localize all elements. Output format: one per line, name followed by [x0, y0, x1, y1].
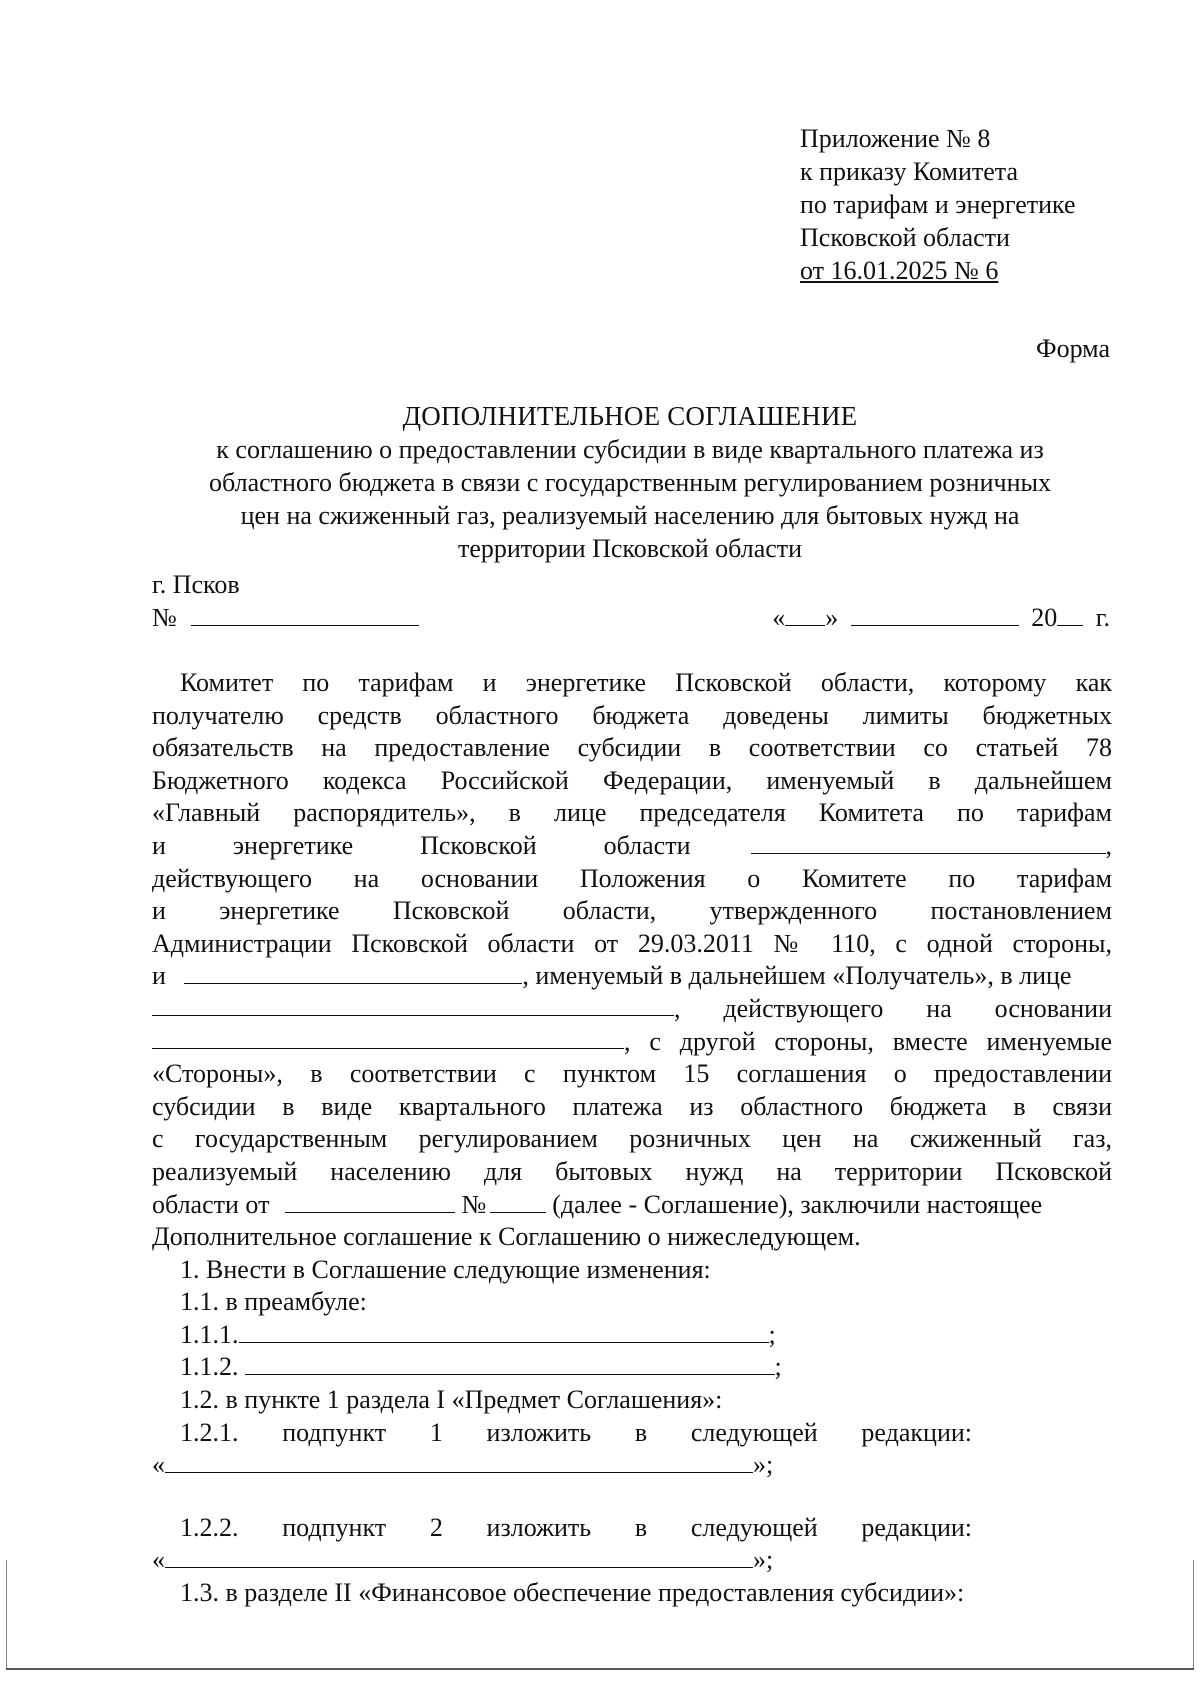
agreement-date-blank[interactable]	[285, 1190, 455, 1213]
body-line	[152, 993, 1112, 1026]
scan-border	[6, 1668, 1194, 1670]
appendix-order: к приказу Комитета	[800, 157, 1019, 186]
body-line	[152, 830, 1112, 863]
chairman-name-blank[interactable]	[751, 831, 1106, 854]
body-line-text: (далее - Соглашение), заключили настоящее	[552, 1189, 1043, 1219]
agreement-number-blank[interactable]	[490, 1190, 546, 1213]
clause-1-2: 1.2. в пункте 1 раздела I «Предмет Соглашения»:	[180, 1385, 723, 1415]
body-line-text: №	[461, 1189, 487, 1219]
title-line: территории Псковской области	[457, 534, 803, 563]
body-line: и энергетике Псковской области, утвержденного постановлением	[152, 896, 1112, 926]
year-blank[interactable]	[1057, 603, 1083, 626]
body-line: получателю средств областного бюджета доведены лимиты бюджетных	[152, 700, 1112, 730]
city: г. Псков	[152, 570, 240, 599]
recipient-name-blank[interactable]	[184, 961, 522, 984]
year-suffix: г.	[1095, 603, 1110, 632]
body-line: Дополнительное соглашение к Соглашению о нижеследующем.	[152, 1222, 861, 1252]
body-line: Комитет по тарифам и энергетике Псковской области, которому как	[180, 668, 1112, 697]
body-line-text: и	[152, 961, 166, 991]
semicolon: ;	[774, 1352, 782, 1382]
body-line: Администрации Псковской области от 29.03.2011 № 110, с одной стороны,	[152, 928, 1112, 958]
scan-border-right	[1193, 1560, 1194, 1668]
appendix-block	[800, 122, 1076, 287]
basis-document-blank[interactable]	[152, 1026, 624, 1049]
body-line: Бюджетного кодекса Российской Федерации, именуемый в дальнейшем	[152, 765, 1112, 795]
agreement-body	[152, 667, 1112, 1610]
clause-1-2-1: 1.2.1. подпункт 1 изложить в следующей редакции:	[180, 1417, 972, 1447]
agreement-number	[152, 603, 419, 633]
title-line: к соглашению о предоставлении субсидии в виде квартального платежа из	[216, 435, 1044, 464]
agreement-date	[772, 603, 1110, 633]
clause-1-1-1-blank[interactable]	[239, 1320, 769, 1343]
day-blank[interactable]	[785, 603, 825, 626]
appendix-region: Псковской области	[800, 223, 1010, 252]
clause-1-1-2-blank[interactable]	[245, 1352, 775, 1375]
body-line: «Главный распорядитель», в лице председателя Комитета по тарифам	[152, 798, 1112, 828]
body-line-text: , с другой стороны, вместе именуемые	[624, 1026, 1112, 1056]
number-blank[interactable]	[191, 603, 419, 626]
body-line: с государственным регулированием розничных цен на сжиженный газ,	[152, 1124, 1112, 1154]
body-line: действующего на основании Положения о Комитете по тарифам	[152, 863, 1112, 893]
body-line-text: , действующего на основании	[674, 993, 1112, 1023]
title-line: цен на сжиженный газ, реализуемый населению для бытовых нужд на	[240, 501, 1020, 530]
form-label: Форма	[1036, 334, 1110, 363]
quote-close: »;	[753, 1450, 774, 1480]
clause-number: 1.1.1.	[180, 1319, 239, 1349]
clause-1-2-2-text	[152, 1544, 1112, 1577]
quote-close: »;	[753, 1545, 774, 1575]
clause-1-1: 1.1. в преамбуле:	[180, 1287, 367, 1317]
semicolon: ;	[768, 1319, 776, 1349]
clause-1-1-1	[152, 1319, 1112, 1352]
clause-1-2-1-blank[interactable]	[165, 1450, 753, 1473]
comma: ,	[1105, 830, 1112, 860]
clause-1-1-2	[152, 1351, 1112, 1384]
body-line: обязательств на предоставление субсидии в соответствии со статьей 78	[152, 733, 1112, 763]
clause-1-2-2: 1.2.2. подпункт 2 изложить в следующей редакции:	[180, 1512, 972, 1542]
title-heading: ДОПОЛНИТЕЛЬНОЕ СОГЛАШЕНИЕ	[402, 401, 858, 431]
title-line: областного бюджета в связи с государственным регулированием розничных	[209, 468, 1051, 497]
clause-1-3: 1.3. в разделе II «Финансовое обеспечение предоставления субсидии»:	[180, 1578, 965, 1608]
body-line: «Стороны», в соответствии с пунктом 15 соглашения о предоставлении	[152, 1059, 1112, 1089]
date-open-quote: «	[772, 603, 786, 632]
year-prefix: 20	[1031, 603, 1058, 632]
month-blank[interactable]	[851, 603, 1019, 626]
body-line	[152, 1189, 1112, 1222]
scan-border-left	[6, 1560, 7, 1668]
date-close-quote: »	[825, 603, 839, 632]
clause-1-2-1-text	[152, 1449, 1112, 1482]
body-line: субсидии в виде квартального платежа из областного бюджета в связи	[152, 1091, 1112, 1121]
clause-1: 1. Внести в Соглашение следующие изменения:	[180, 1254, 711, 1284]
clause-number: 1.1.2.	[180, 1352, 239, 1382]
number-sign: №	[152, 603, 177, 632]
clause-1-2-2-blank[interactable]	[165, 1545, 753, 1568]
body-line-text: , именуемый в дальнейшем «Получатель», в лице	[522, 961, 1072, 991]
quote-open: «	[152, 1545, 165, 1575]
body-line-text: области от	[152, 1189, 270, 1219]
document-title	[150, 400, 1110, 565]
appendix-number: Приложение № 8	[800, 124, 991, 153]
appendix-committee: по тарифам и энергетике	[800, 190, 1076, 219]
body-line: реализуемый населению для бытовых нужд на территории Псковской	[152, 1156, 1112, 1186]
quote-open: «	[152, 1450, 165, 1480]
body-line	[152, 1026, 1112, 1059]
representative-blank[interactable]	[152, 993, 674, 1016]
body-line-text: и энергетике Псковской области	[152, 830, 691, 860]
body-line	[152, 960, 1112, 993]
appendix-date: от 16.01.2025 № 6	[800, 256, 999, 285]
